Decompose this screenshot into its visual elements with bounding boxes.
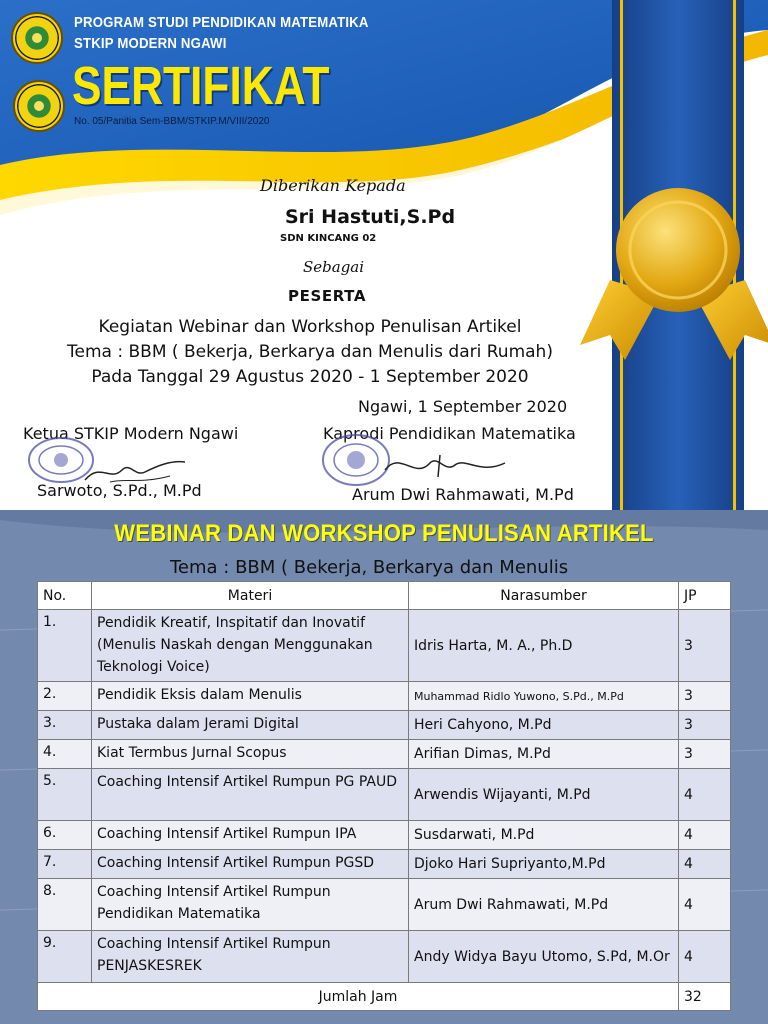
row-narasumber: Arifian Dimas, M.Pd: [409, 740, 679, 769]
row-no: 7.: [38, 850, 92, 879]
signer-left-name: Sarwoto, S.Pd., M.Pd: [37, 481, 202, 500]
signer-left-title: Ketua STKIP Modern Ngawi: [23, 424, 239, 443]
table-row: [38, 879, 731, 931]
schedule-theme: Tema : BBM ( Bekerja, Berkarya dan Menulis: [170, 557, 569, 578]
row-narasumber: Arwendis Wijayanti, M.Pd: [409, 769, 679, 821]
row-jp: 3: [679, 682, 731, 711]
row-no: 8.: [38, 879, 92, 931]
row-no: 5.: [38, 769, 92, 821]
certificate: [0, 0, 768, 510]
row-jp: 4: [679, 879, 731, 931]
column-header-narasumber: Narasumber: [409, 582, 679, 610]
table-row: [38, 740, 731, 769]
row-no: 4.: [38, 740, 92, 769]
row-materi: Coaching Intensif Artikel Rumpun PGSD: [92, 850, 409, 879]
certificate-title: SERTIFIKAT: [72, 56, 330, 116]
recipient-name: Sri Hastuti,S.Pd: [285, 206, 456, 228]
row-jp: 3: [679, 740, 731, 769]
table-row: [38, 610, 731, 682]
signer-right-title: Kaprodi Pendidikan Matematika: [323, 424, 576, 443]
row-narasumber: Idris Harta, M. A., Ph.D: [409, 610, 679, 682]
column-header-materi: Materi: [92, 582, 409, 610]
recipient-school: SDN KINCANG 02: [280, 233, 377, 244]
row-materi: Coaching Intensif Artikel Rumpun IPA: [92, 821, 409, 850]
event-description: Kegiatan Webinar dan Workshop Penulisan Artikel: [98, 317, 522, 337]
certificate-number: No. 05/Panitia Sem-BBM/STKIP.M/VIII/2020: [74, 116, 270, 127]
given-to-label: Diberikan Kepada: [260, 176, 406, 195]
total-value: 32: [679, 983, 731, 1011]
row-no: 1.: [38, 610, 92, 682]
schedule-table: [37, 581, 731, 1011]
row-narasumber: Andy Widya Bayu Utomo, S.Pd, M.Or: [409, 931, 679, 983]
row-jp: 3: [679, 711, 731, 740]
table-row: [38, 821, 731, 850]
row-narasumber: Heri Cahyono, M.Pd: [409, 711, 679, 740]
table-row: [38, 769, 731, 821]
row-jp: 4: [679, 769, 731, 821]
row-no: 9.: [38, 931, 92, 983]
column-header-no: No.: [38, 582, 92, 610]
signer-right-name: Arum Dwi Rahmawati, M.Pd: [352, 485, 574, 504]
row-jp: 4: [679, 850, 731, 879]
event-theme: Tema : BBM ( Bekerja, Berkarya dan Menulis dari Rumah): [67, 342, 553, 362]
institution-name: STKIP MODERN NGAWI: [74, 35, 227, 52]
place-date: Ngawi, 1 September 2020: [358, 397, 568, 416]
signature-right: [380, 445, 510, 485]
schedule-title: WEBINAR DAN WORKSHOP PENULISAN ARTIKEL: [114, 520, 654, 547]
row-materi: Coaching Intensif Artikel Rumpun PG PAUD: [92, 769, 409, 821]
row-materi: Coaching Intensif Artikel Rumpun PENJASKESREK: [92, 931, 409, 983]
participant-role: PESERTA: [288, 287, 367, 305]
column-header-jp: JP: [679, 582, 731, 610]
program-name: PROGRAM STUDI PENDIDIKAN MATEMATIKA: [74, 14, 369, 31]
row-jp: 3: [679, 610, 731, 682]
row-materi: Kiat Termbus Jurnal Scopus: [92, 740, 409, 769]
table-total-row: [38, 983, 731, 1011]
total-label: Jumlah Jam: [38, 983, 679, 1011]
as-label: Sebagai: [303, 258, 365, 276]
table-row: [38, 931, 731, 983]
row-narasumber: Djoko Hari Supriyanto,M.Pd: [409, 850, 679, 879]
row-materi: Pustaka dalam Jerami Digital: [92, 711, 409, 740]
row-narasumber: Susdarwati, M.Pd: [409, 821, 679, 850]
row-jp: 4: [679, 821, 731, 850]
row-materi: Pendidik Kreatif, Inspitatif dan Inovatif (Menulis Naskah dengan Menggunakan Teknologi Voice): [92, 610, 409, 682]
row-materi: Pendidik Eksis dalam Menulis: [92, 682, 409, 711]
row-no: 3.: [38, 711, 92, 740]
row-no: 2.: [38, 682, 92, 711]
row-narasumber: Muhammad Ridlo Yuwono, S.Pd., M.Pd: [409, 682, 679, 711]
row-narasumber: Arum Dwi Rahmawati, M.Pd: [409, 879, 679, 931]
row-jp: 4: [679, 931, 731, 983]
row-materi: Coaching Intensif Artikel Rumpun Pendidikan Matematika: [92, 879, 409, 931]
table-row: [38, 682, 731, 711]
table-row: [38, 711, 731, 740]
event-dates: Pada Tanggal 29 Agustus 2020 - 1 September 2020: [91, 367, 529, 387]
row-no: 6.: [38, 821, 92, 850]
schedule-section: [0, 510, 768, 1024]
table-header-row: [38, 582, 731, 610]
table-row: [38, 850, 731, 879]
